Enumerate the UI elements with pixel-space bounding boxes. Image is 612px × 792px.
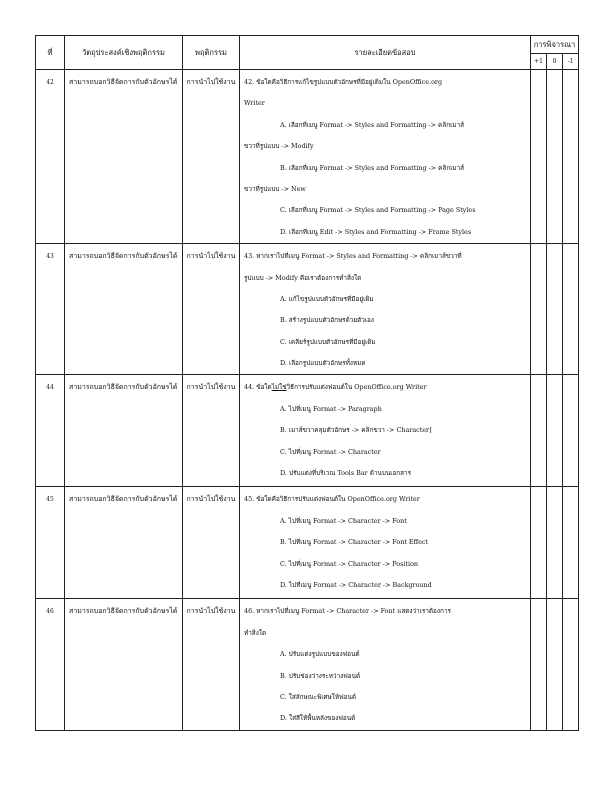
item-number: 44: [36, 375, 65, 487]
header-detail: รายละเอียดข้อสอบ: [240, 36, 531, 70]
score-plus-cell[interactable]: [531, 487, 547, 599]
header-consideration: การพิจารณา: [531, 36, 579, 54]
behavior-cell: การนำไปใช้งาน: [183, 599, 240, 730]
objective-cell: สามารถบอกวิธีจัดการกับตัวอักษรได้: [65, 375, 183, 487]
table-row: [36, 599, 579, 730]
table-row: [36, 487, 579, 599]
option-b: B. ไปที่เมนู Format -> Character -> Font Effect: [280, 538, 429, 547]
option-c: C. ไปที่เมนู Format -> Character: [280, 447, 381, 456]
option-a: A. ปรับแต่งรูปแบบของฟอนต์: [280, 650, 360, 659]
option-a: A. เลือกที่เมนู Format -> Styles and Formatting -> คลิกเมาส์: [280, 120, 465, 129]
question-text: 46. หากเราไปที่เมนู Format -> Character -> Font แสดงว่าเราต้องการ: [244, 607, 451, 616]
score-minus-cell[interactable]: [563, 70, 579, 244]
score-zero-cell[interactable]: [547, 599, 563, 730]
table-row: [36, 244, 579, 375]
question-text: [244, 377, 527, 398]
header-score-minus: -1: [563, 54, 579, 70]
option-b: B. สร้างรูปแบบตัวอักษรด้วยตัวเอง: [280, 316, 374, 325]
score-plus-cell[interactable]: [531, 375, 547, 487]
option-d: D. เลือกที่เมนู Edit -> Styles and Formatting -> Frame Styles: [280, 227, 472, 236]
question-text-cont: รูปแบบ -> Modify คือเราต้องการทำสิ่งใด: [244, 273, 362, 282]
header-behavior: พฤติกรรม: [183, 36, 240, 70]
item-number: 43: [36, 244, 65, 375]
table-row: [36, 70, 579, 244]
option-c: C. เลือกที่เมนู Format -> Styles and Formatting -> Page Styles: [280, 206, 476, 215]
option-a: A. ไปที่เมนู Format -> Character -> Font: [280, 516, 407, 525]
question-cell: [240, 244, 531, 375]
header-score-zero: 0: [547, 54, 563, 70]
score-zero-cell[interactable]: [547, 244, 563, 375]
behavior-cell: การนำไปใช้งาน: [183, 244, 240, 375]
score-minus-cell[interactable]: [563, 244, 579, 375]
question-prefix: 44. ข้อใด: [244, 383, 272, 392]
question-text-cont: ทำสิ่งใด: [244, 628, 267, 637]
option-c: C. เคลียร์รูปแบบตัวอักษรที่มีอยู่เดิม: [280, 337, 376, 346]
option-c: C. ใส่ลักษณะพิเศษให้ฟอนต์: [280, 693, 356, 702]
option-c: C. ไปที่เมนู Format -> Character -> Position: [280, 559, 419, 568]
score-plus-cell[interactable]: [531, 599, 547, 730]
table-row: [36, 375, 579, 487]
question-text: 42. ข้อใดคือวิธีการแก้ไขรูปแบบตัวอักษรที่มีอยู่เดิมใน OpenOffice.org: [244, 78, 443, 86]
option-d: D. ใส่สีให้พื้นหลังของฟอนต์: [280, 714, 356, 723]
question-suffix: วิธีการปรับแต่งฟอนต์ใน OpenOffice.org Writer: [286, 383, 427, 392]
objective-cell: สามารถบอกวิธีจัดการกับตัวอักษรได้: [65, 599, 183, 730]
score-plus-cell[interactable]: [531, 244, 547, 375]
header-no: ที่: [36, 36, 65, 70]
score-minus-cell[interactable]: [563, 487, 579, 599]
question-cell: [240, 487, 531, 599]
option-d: D. ไปที่เมนู Format -> Character -> Background: [280, 581, 432, 590]
objective-cell: สามารถบอกวิธีจัดการกับตัวอักษรได้: [65, 487, 183, 599]
option-d: D. เลือกรูปแบบตัวอักษรทั้งหมด: [280, 359, 366, 368]
option-d: D. ปรับแต่งที่บริเวณ Tools Bar ด้านบนเอกสาร: [280, 469, 412, 478]
item-number: 45: [36, 487, 65, 599]
option-b: B. เลือกที่เมนู Format -> Styles and Formatting -> คลิกเมาส์: [280, 163, 465, 172]
option-b: B. ปรับช่องว่างระหว่างฟอนต์: [280, 671, 361, 680]
question-cell: [240, 375, 531, 487]
question-text: 43. หากเราไปที่เมนู Format -> Styles and Formatting -> คลิกเมาส์ขวาที่: [244, 252, 462, 261]
option-a: A. แก้ไขรูปแบบตัวอักษรที่มีอยู่เดิม: [280, 294, 374, 303]
score-zero-cell[interactable]: [547, 375, 563, 487]
objective-cell: สามารถบอกวิธีจัดการกับตัวอักษรได้: [65, 244, 183, 375]
question-cell: [240, 599, 531, 730]
question-negation-underlined: ไม่ใช่: [271, 383, 287, 392]
option-a-cont: ขวาที่รูปแบบ -> Modify: [244, 142, 314, 151]
behavior-cell: การนำไปใช้งาน: [183, 70, 240, 244]
behavior-cell: การนำไปใช้งาน: [183, 487, 240, 599]
question-text: 45. ข้อใดคือวิธีการปรับแต่งฟอนต์ใน OpenOffice.org Writer: [244, 495, 420, 504]
behavior-cell: การนำไปใช้งาน: [183, 375, 240, 487]
option-b-cont: ขวาที่รูปแบบ -> New: [244, 184, 306, 193]
item-number: 42: [36, 70, 65, 244]
score-plus-cell[interactable]: [531, 70, 547, 244]
question-cell: [240, 70, 531, 244]
question-text-cont: Writer: [244, 99, 265, 108]
score-zero-cell[interactable]: [547, 487, 563, 599]
header-objective: วัตถุประสงค์เชิงพฤติกรรม: [65, 36, 183, 70]
header-score-plus: +1: [531, 54, 547, 70]
evaluation-table: [35, 35, 579, 731]
objective-cell: สามารถบอกวิธีจัดการกับตัวอักษรได้: [65, 70, 183, 244]
item-number: 46: [36, 599, 65, 730]
option-b: B. เมาส์ขวาคลุมตัวอักษร -> คลิกขวา -> Character]: [280, 426, 432, 435]
option-a: A. ไปที่เมนู Format -> Paragraph: [280, 404, 382, 413]
score-zero-cell[interactable]: [547, 70, 563, 244]
score-minus-cell[interactable]: [563, 375, 579, 487]
score-minus-cell[interactable]: [563, 599, 579, 730]
